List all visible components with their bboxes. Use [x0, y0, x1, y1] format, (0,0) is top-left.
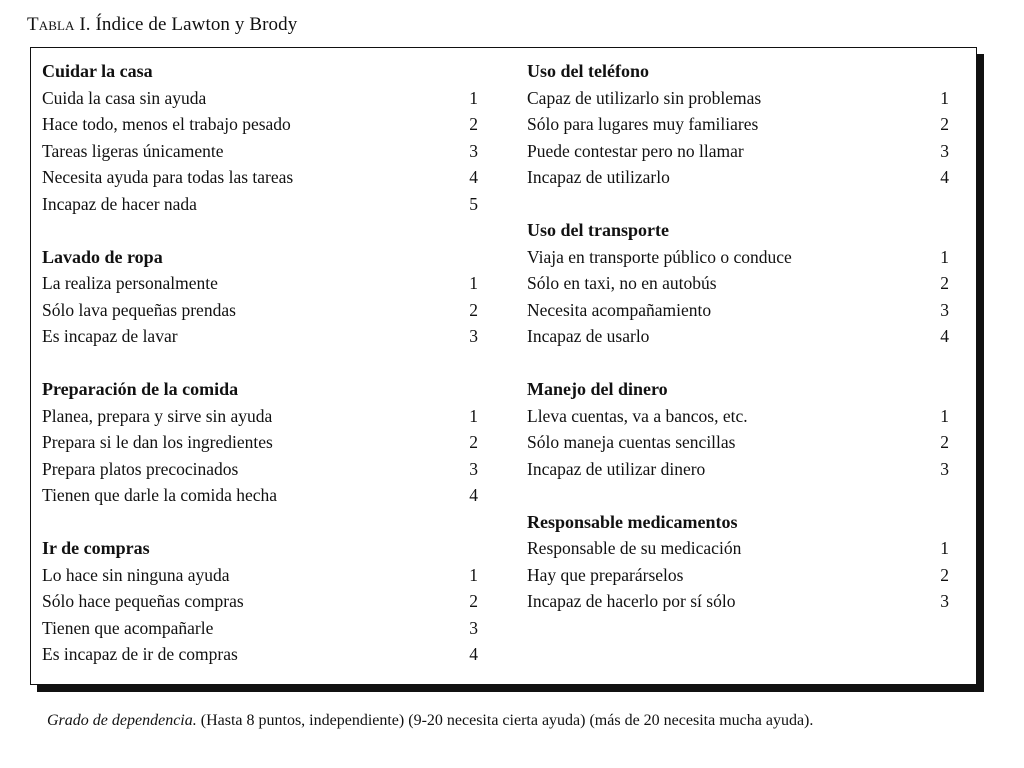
section-spacer — [42, 509, 478, 536]
item-row — [42, 456, 478, 483]
table-title — [27, 14, 297, 36]
item-score: 1 — [469, 405, 478, 426]
section-spacer — [527, 191, 949, 218]
item-label: Lleva cuentas, va a bancos, etc. — [527, 405, 748, 426]
item-row — [42, 482, 478, 509]
item-score: 3 — [469, 140, 478, 161]
item-score: 4 — [469, 485, 478, 505]
item-row — [42, 641, 478, 668]
item-score: 4 — [940, 167, 949, 187]
item-row — [527, 588, 949, 615]
item-row — [527, 456, 949, 483]
item-row — [527, 323, 949, 350]
item-label: Necesita ayuda para todas las tareas — [42, 167, 294, 187]
item-score: 2 — [469, 299, 478, 320]
item-row — [42, 270, 478, 297]
item-row — [527, 244, 949, 271]
item-label: Incapaz de usarlo — [527, 326, 650, 346]
item-score: 1 — [469, 564, 478, 585]
item-score: 3 — [469, 458, 478, 479]
right-column — [527, 58, 949, 615]
item-label: Incapaz de utilizarlo — [527, 167, 670, 187]
item-label: Viaja en transporte público o conduce — [527, 246, 792, 267]
item-score: 3 — [469, 326, 478, 346]
section-spacer — [42, 217, 478, 244]
section-spacer — [527, 482, 949, 509]
item-row — [527, 85, 949, 112]
item-label: Sólo hace pequeñas compras — [42, 591, 244, 611]
item-label: Necesita acompañamiento — [527, 299, 712, 320]
item-row — [42, 191, 478, 218]
item-score: 2 — [940, 432, 949, 452]
item-score: 2 — [469, 591, 478, 611]
item-score: 3 — [940, 591, 949, 611]
section-spacer — [527, 350, 949, 377]
item-score: 2 — [940, 273, 949, 293]
section-title-uso-del-telefono: Uso del teléfono — [527, 61, 649, 81]
item-row — [42, 588, 478, 615]
item-label: Incapaz de utilizar dinero — [527, 458, 706, 479]
item-label: Tienen que darle la comida hecha — [42, 485, 278, 505]
item-row — [42, 138, 478, 165]
item-row — [42, 615, 478, 642]
item-score: 1 — [940, 246, 949, 267]
item-label: Incapaz de hacer nada — [42, 193, 197, 214]
item-label: Planea, prepara y sirve sin ayuda — [42, 405, 273, 426]
item-score: 2 — [940, 564, 949, 585]
section-title-ir-de-compras: Ir de compras — [42, 538, 150, 558]
item-score: 3 — [940, 140, 949, 161]
section-title-preparacion-de-la-comida: Preparación de la comida — [42, 379, 239, 399]
item-label: Es incapaz de ir de compras — [42, 644, 238, 664]
item-row — [527, 138, 949, 165]
item-label: Lo hace sin ninguna ayuda — [42, 564, 230, 585]
item-label: Prepara si le dan los ingredientes — [42, 432, 273, 452]
item-row — [527, 562, 949, 589]
item-label: La realiza personalmente — [42, 273, 218, 293]
item-row — [527, 403, 949, 430]
item-label: Prepara platos precocinados — [42, 458, 239, 479]
item-score: 3 — [940, 299, 949, 320]
item-score: 3 — [469, 617, 478, 638]
item-label: Sólo lava pequeñas prendas — [42, 299, 236, 320]
item-label: Sólo para lugares muy familiares — [527, 114, 759, 134]
item-row — [527, 164, 949, 191]
item-label: Sólo en taxi, no en autobús — [527, 273, 717, 293]
item-score: 1 — [940, 538, 949, 558]
item-row — [527, 535, 949, 562]
item-score: 4 — [940, 326, 949, 346]
item-row — [42, 323, 478, 350]
item-label: Tienen que acompañarle — [42, 617, 214, 638]
item-score: 2 — [940, 114, 949, 134]
item-row — [42, 111, 478, 138]
item-score: 1 — [469, 87, 478, 108]
footnote-text: (Hasta 8 puntos, independiente) (9-20 necesita cierta ayuda) (más de 20 necesita mucha ayuda). — [196, 712, 814, 729]
item-label: Responsable de su medicación — [527, 538, 742, 558]
item-score: 4 — [469, 167, 478, 187]
item-label: Hace todo, menos el trabajo pesado — [42, 114, 291, 134]
item-row — [527, 111, 949, 138]
item-row — [42, 429, 478, 456]
item-score: 1 — [469, 273, 478, 293]
item-score: 5 — [469, 193, 478, 214]
item-label: Puede contestar pero no llamar — [527, 140, 744, 161]
left-column — [42, 58, 478, 668]
section-title-lavado-de-ropa: Lavado de ropa — [42, 246, 163, 267]
item-label: Incapaz de hacerlo por sí sólo — [527, 591, 736, 611]
footnote-label: Grado de dependencia. — [47, 712, 197, 729]
item-score: 1 — [940, 405, 949, 426]
item-score: 4 — [469, 644, 478, 664]
item-row — [527, 270, 949, 297]
item-row — [42, 164, 478, 191]
section-spacer — [42, 350, 478, 377]
item-row — [527, 429, 949, 456]
item-label: Cuida la casa sin ayuda — [42, 87, 207, 108]
table-frame — [30, 47, 977, 685]
item-label: Es incapaz de lavar — [42, 326, 178, 346]
section-title-uso-del-transporte: Uso del transporte — [527, 220, 669, 240]
section-title-responsable-medicamentos: Responsable medicamentos — [527, 511, 738, 532]
item-row — [42, 297, 478, 324]
table-title-prefix: Tabla — [27, 14, 75, 35]
section-title-cuidar-la-casa: Cuidar la casa — [42, 61, 153, 81]
item-label: Hay que preparárselos — [527, 564, 684, 585]
item-label: Sólo maneja cuentas sencillas — [527, 432, 736, 452]
item-score: 3 — [940, 458, 949, 479]
item-row — [42, 562, 478, 589]
item-label: Tareas ligeras únicamente — [42, 140, 224, 161]
item-row — [42, 85, 478, 112]
item-row — [527, 297, 949, 324]
item-label: Capaz de utilizarlo sin problemas — [527, 87, 762, 108]
item-score: 2 — [469, 114, 478, 134]
item-score: 2 — [469, 432, 478, 452]
item-row — [42, 403, 478, 430]
item-score: 1 — [940, 87, 949, 108]
footnote — [47, 712, 813, 730]
section-title-manejo-del-dinero: Manejo del dinero — [527, 379, 668, 399]
table-title-text: I. Índice de Lawton y Brody — [74, 14, 298, 35]
